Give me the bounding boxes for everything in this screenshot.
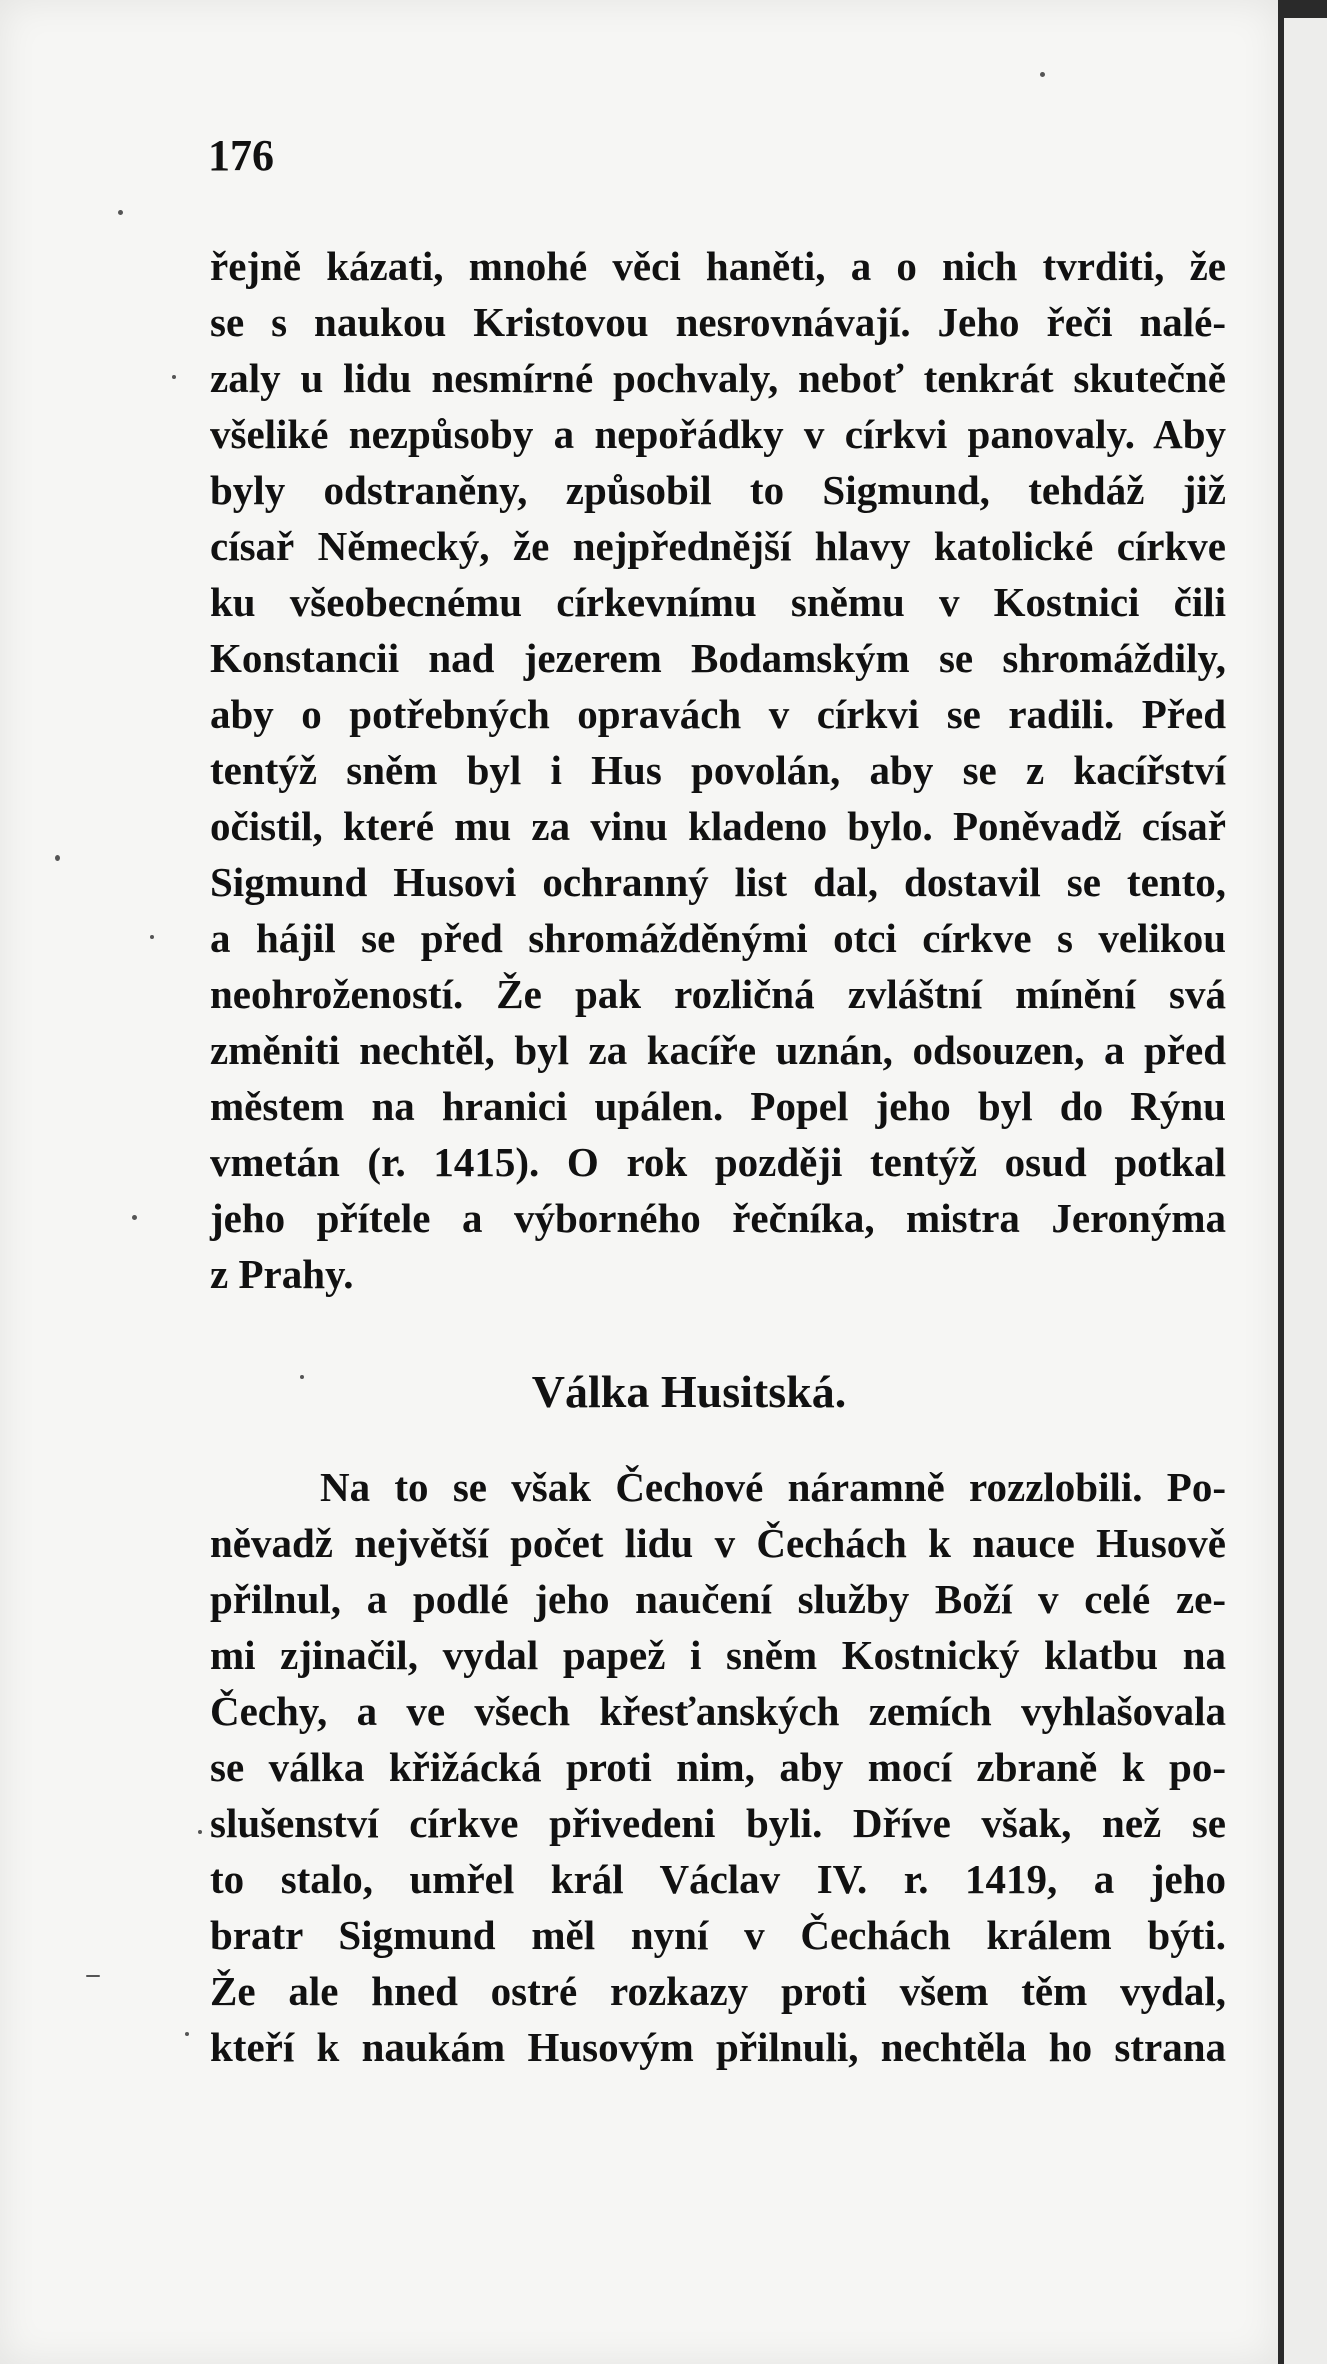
text-line: byly odstraněny, způsobil to Sigmund, tehdáž již	[210, 467, 1226, 513]
text-line: městem na hranici upálen. Popel jeho byl do Rýnu	[210, 1083, 1226, 1129]
text-line: Konstancii nad jezerem Bodamským se shromáždily,	[210, 635, 1226, 681]
text-line: tentýž sněm byl i Hus povolán, aby se z kacířství	[210, 747, 1226, 793]
paragraph-1	[210, 238, 1226, 1302]
text-line: to stalo, umřel král Václav IV. r. 1419, a jeho	[210, 1856, 1226, 1902]
text-line: Na to se však Čechové náramně rozzlobili. Po-	[320, 1464, 1226, 1510]
text-line: a hájil se před shromážděnými otci církve s velikou	[210, 915, 1226, 961]
section-heading: Válka Husitská.	[531, 1366, 847, 1417]
print-speck	[1040, 72, 1045, 77]
text-line: vmetán (r. 1415). O rok později tentýž osud potkal	[210, 1139, 1226, 1185]
print-speck	[86, 1975, 100, 1977]
print-speck	[55, 855, 60, 861]
print-speck	[300, 1375, 304, 1379]
text-line: se válka křižácká proti nim, aby mocí zbraně k po-	[210, 1744, 1226, 1790]
print-speck	[132, 1215, 137, 1220]
print-speck	[150, 935, 154, 939]
text-line: mi zjinačil, vydal papež i sněm Kostnický klatbu na	[210, 1632, 1226, 1678]
text-line: se s naukou Kristovou nesrovnávají. Jeho řeči nalé-	[210, 299, 1226, 345]
text-line: Že ale hned ostré rozkazy proti všem těm vydal,	[210, 1968, 1226, 2014]
text-line: slušenství církve přivedeni byli. Dříve však, než se	[210, 1800, 1226, 1846]
text-line: Čechy, a ve všech křesťanských zemích vyhlašovala	[210, 1688, 1226, 1734]
print-speck	[172, 375, 176, 379]
text-line: aby o potřebných opravách v církvi se radili. Před	[210, 691, 1226, 737]
print-speck	[185, 2032, 189, 2036]
text-line: změniti nechtěl, byl za kacíře uznán, odsouzen, a před	[210, 1027, 1226, 1073]
text-line: přilnul, a podlé jeho naučení služby Boží v celé ze-	[210, 1576, 1226, 1622]
text-line: bratr Sigmund měl nyní v Čechách králem býti.	[210, 1912, 1226, 1958]
text-line: něvadž největší počet lidu v Čechách k nauce Husově	[210, 1520, 1226, 1566]
paragraph-2	[210, 1459, 1226, 2075]
text-line: neohrožeností. Že pak rozličná zvláštní mínění svá	[210, 971, 1226, 1017]
text-line: Sigmund Husovi ochranný list dal, dostavil se tento,	[210, 859, 1226, 905]
adjacent-page-edge	[1284, 18, 1327, 2364]
page-number: 176	[208, 131, 274, 180]
text-line: všeliké nezpůsoby a nepořádky v církvi panovaly. Aby	[210, 411, 1226, 457]
print-speck	[198, 1830, 202, 1834]
text-line: ku všeobecnému církevnímu sněmu v Kostnici čili	[210, 579, 1226, 625]
print-speck	[118, 210, 123, 215]
text-line: očistil, které mu za vinu kladeno bylo. Poněvadž císař	[210, 803, 1226, 849]
text-line: jeho přítele a výborného řečníka, mistra Jeronýma	[210, 1195, 1226, 1241]
text-line: zaly u lidu nesmírné pochvaly, neboť tenkrát skutečně	[210, 355, 1226, 401]
text-line: z Prahy.	[210, 1251, 354, 1297]
text-line: císař Německý, že nejpřednější hlavy katolické církve	[210, 523, 1226, 569]
text-line: kteří k naukám Husovým přilnuli, nechtěla ho strana	[210, 2024, 1226, 2070]
text-line: řejně kázati, mnohé věci haněti, a o nich tvrditi, že	[210, 243, 1226, 289]
